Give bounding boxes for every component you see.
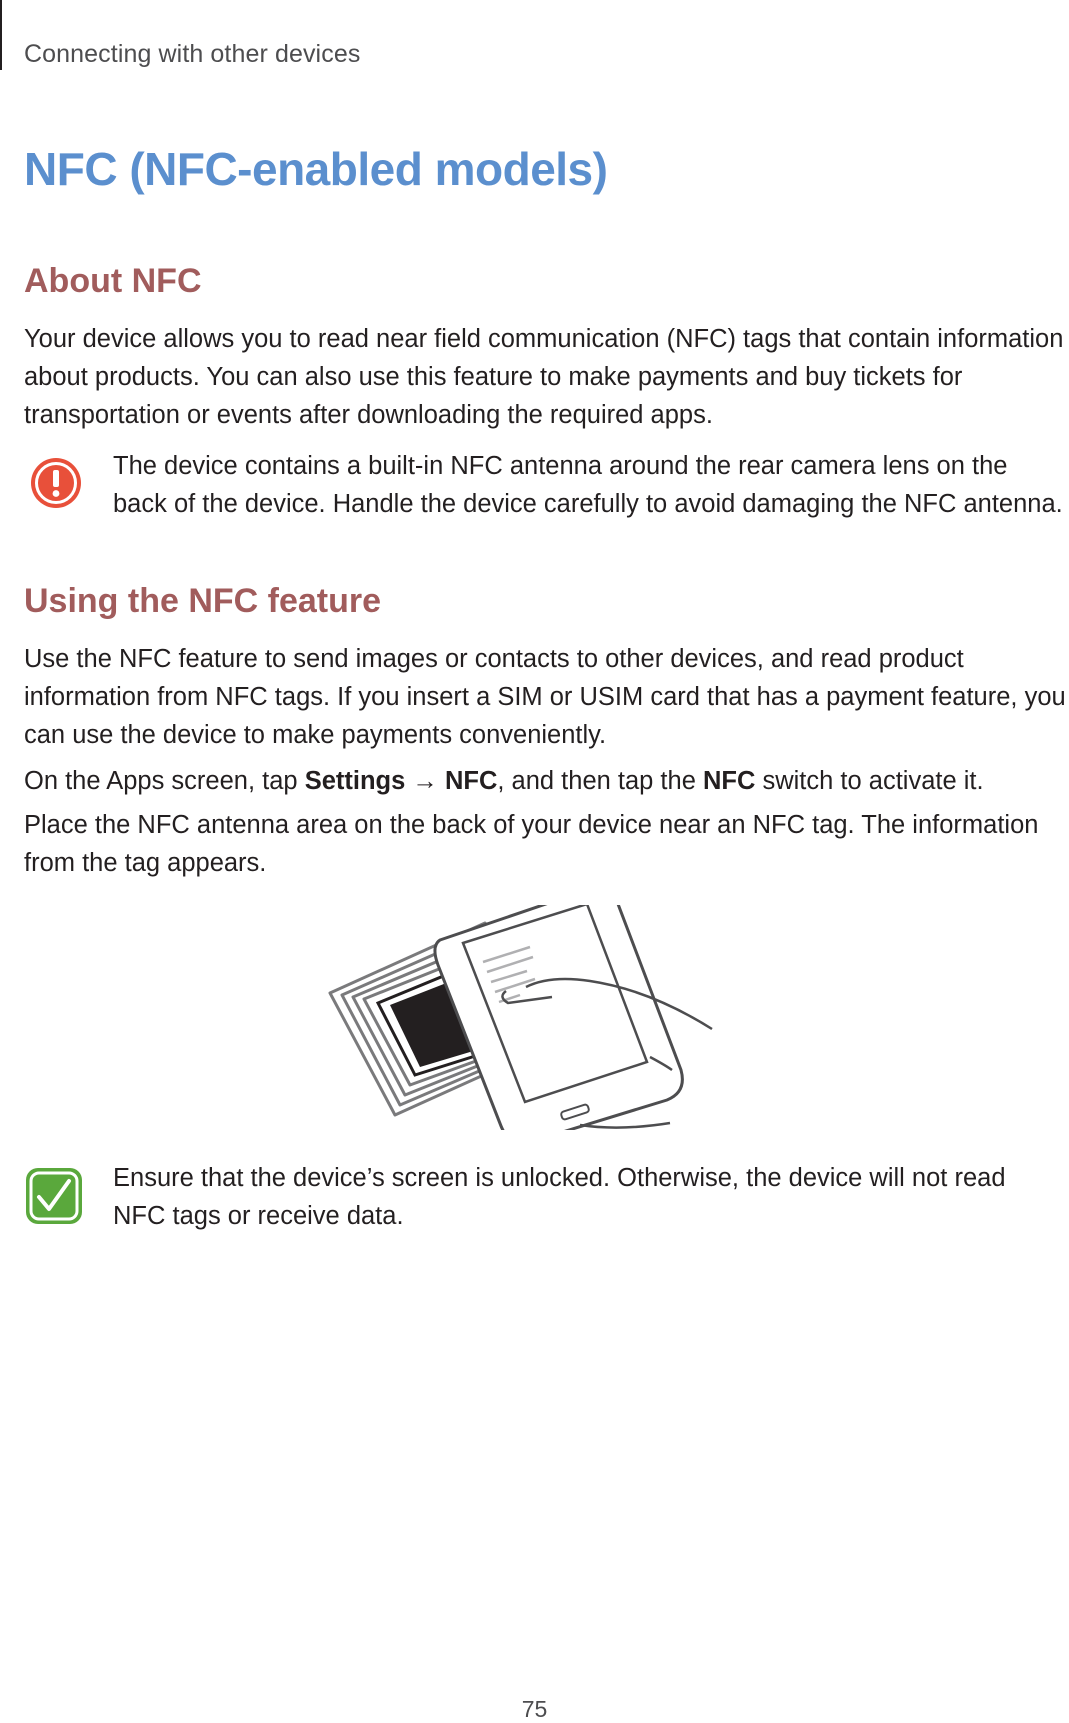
header-rule bbox=[0, 0, 2, 70]
page-title: NFC (NFC-enabled models) bbox=[24, 143, 608, 195]
nfc-term: NFC bbox=[444, 767, 498, 795]
nfc-switch-term: NFC bbox=[702, 767, 756, 795]
caution-note: The device contains a built-in NFC antenna around the rear camera lens on the back of the device. Handle the device carefully to avoid damaging the NFC antenna. bbox=[113, 452, 1063, 518]
running-header: Connecting with other devices bbox=[24, 40, 361, 68]
step-suffix: switch to activate it. bbox=[755, 767, 984, 795]
unlock-note: Ensure that the device’s screen is unlocked. Otherwise, the device will not read NFC tags or receive data. bbox=[113, 1164, 1006, 1230]
using-paragraph: Use the NFC feature to send images or contacts to other devices, and read product information from NFC tags. If you insert a SIM or USIM card that has a payment feature, you can use the device to make payments conveniently. bbox=[24, 645, 1066, 749]
step-middle: , and then tap the bbox=[497, 767, 703, 795]
heading-about-nfc: About NFC bbox=[24, 262, 202, 300]
page-number: 75 bbox=[521, 1696, 548, 1722]
step-prefix: On the Apps screen, tap bbox=[24, 767, 305, 795]
arrow: → bbox=[405, 767, 445, 795]
note-check-icon bbox=[25, 1167, 83, 1225]
about-paragraph: Your device allows you to read near field communication (NFC) tags that contain information about products. You can also use this feature to make payments and buy tickets for transportation or events after downloading the required apps. bbox=[24, 325, 1064, 429]
settings-term: Settings bbox=[304, 767, 406, 795]
activate-step bbox=[24, 762, 1069, 800]
caution-icon bbox=[29, 456, 83, 510]
place-paragraph: Place the NFC antenna area on the back of your device near an NFC tag. The information from the tag appears. bbox=[24, 811, 1039, 877]
nfc-tag-illustration bbox=[320, 905, 780, 1130]
heading-using-nfc: Using the NFC feature bbox=[24, 582, 382, 620]
